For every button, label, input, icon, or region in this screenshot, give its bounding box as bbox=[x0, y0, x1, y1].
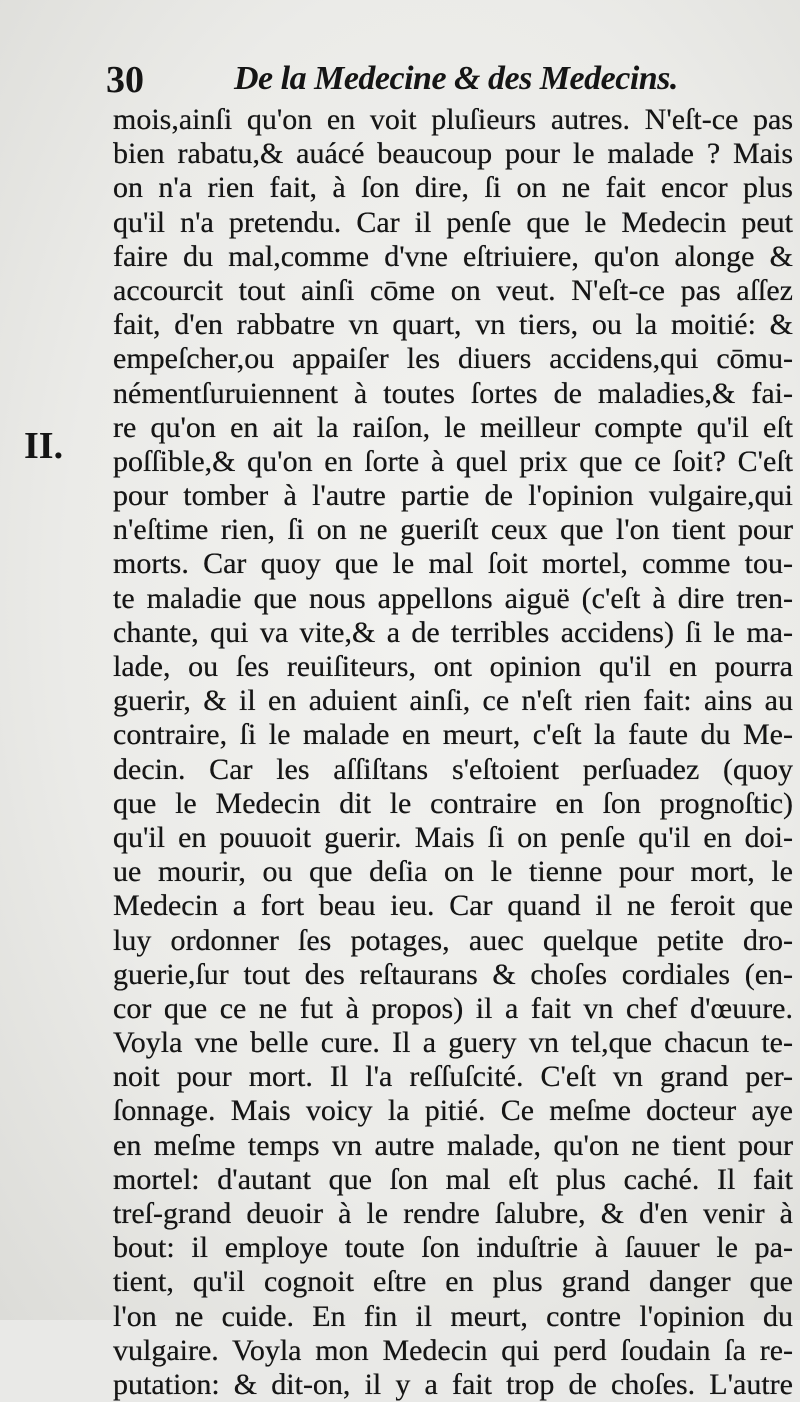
text-line: mois,ainſi qu'on en voit pluſieurs autres. N'eſt-ce pas bbox=[113, 103, 793, 136]
text-line: n'eſtime rien, ſi on ne gueriſt ceux que l'on tient pour bbox=[113, 513, 793, 547]
running-title: De la Medecine & des Medecins. bbox=[234, 60, 678, 97]
text-line: accourcit tout ainſi cōme on veut. N'eſt-ce pas aſſez bbox=[113, 273, 793, 307]
text-line: bout: il employe toute ſon induſtrie à ſauuer le pa- bbox=[113, 1231, 793, 1265]
text-line: vulgaire. Voyla mon Medecin qui perd ſoudain ſa re- bbox=[113, 1333, 793, 1367]
text-line: Voyla vne belle cure. Il a guery vn tel,que chacun te- bbox=[113, 1026, 793, 1060]
text-line: en meſme temps vn autre malade, qu'on ne tient pour bbox=[113, 1128, 793, 1162]
page-header bbox=[106, 56, 678, 106]
text-line: ue mourir, ou que deſia on le tienne pour mort, le bbox=[113, 855, 793, 889]
text-line: qu'il en pouuoit guerir. Mais ſi on penſe qu'il en doi- bbox=[113, 820, 793, 854]
page-number: 30 bbox=[106, 59, 144, 101]
text-line: empeſcher,ou appaiſer les diuers accidens,qui cōmu- bbox=[113, 342, 793, 376]
text-line: chante, qui va vite,& a de terribles accidens) ſi le ma- bbox=[113, 615, 793, 649]
body-text bbox=[113, 103, 793, 1402]
text-line: ſonnage. Mais voicy la pitié. Ce meſme docteur aye bbox=[113, 1094, 793, 1128]
text-line: qu'il n'a pretendu. Car il penſe que le Medecin peut bbox=[113, 205, 793, 239]
text-line: fait, d'en rabbatre vn quart, vn tiers, ou la moitié: & bbox=[113, 308, 793, 342]
text-line: guerie,ſur tout des reſtaurans & choſes cordiales (en- bbox=[113, 957, 793, 991]
text-line: mortel: d'autant que ſon mal eſt plus caché. Il fait bbox=[113, 1162, 793, 1196]
text-line: noit pour mort. Il l'a reſſuſcité. C'eſt vn grand per- bbox=[113, 1060, 793, 1094]
text-line: luy ordonner ſes potages, auec quelque petite dro- bbox=[113, 923, 793, 957]
text-line: treſ-grand deuoir à le rendre ſalubre, & d'en venir à bbox=[113, 1197, 793, 1230]
text-line: némentſuruiennent à toutes ſortes de maladies,& fai- bbox=[113, 376, 793, 410]
text-line: putation: & dit-on, il y a fait trop de choſes. L'autre bbox=[113, 1367, 793, 1401]
text-line: lade, ou ſes reuiſiteurs, ont opinion qu'il en pourra bbox=[113, 650, 793, 683]
margin-section-number: II. bbox=[24, 425, 64, 467]
text-line: Medecin a fort beau ieu. Car quand il ne feroit que bbox=[113, 889, 793, 923]
text-line: bien rabatu,& auácé beaucoup pour le malade ? Mais bbox=[113, 137, 793, 171]
text-line: contraire, ſi le malade en meurt, c'eſt la faute du Me- bbox=[113, 718, 793, 752]
text-line: re qu'on en ait la raiſon, le meilleur compte qu'il eſt bbox=[113, 410, 793, 444]
text-line: que le Medecin dit le contraire en ſon prognoſtic) bbox=[113, 786, 793, 820]
text-line: guerir, & il en aduient ainſi, ce n'eſt rien fait: ains au bbox=[113, 684, 793, 718]
text-line: l'on ne cuide. En fin il meurt, contre l'opinion du bbox=[113, 1299, 793, 1333]
text-line: decin. Car les aſſiſtans s'eſtoient perſuadez (quoy bbox=[113, 752, 793, 786]
text-line: tient, qu'il cognoit eſtre en plus grand danger que bbox=[113, 1265, 793, 1299]
text-line: te maladie que nous appellons aiguë (c'eſt à dire tren- bbox=[113, 581, 793, 615]
text-line: morts. Car quoy que le mal ſoit mortel, comme tou- bbox=[113, 547, 793, 581]
text-line: poſſible,& qu'on en ſorte à quel prix que ce ſoit? C'eſt bbox=[113, 444, 793, 478]
text-line: faire du mal,comme d'vne eſtriuiere, qu'on alonge & bbox=[113, 239, 793, 273]
text-line: pour tomber à l'autre partie de l'opinion vulgaire,qui bbox=[113, 479, 793, 513]
text-line: cor que ce ne fut à propos) il a fait vn chef d'œuure. bbox=[113, 991, 793, 1025]
text-line: on n'a rien fait, à ſon dire, ſi on ne fait encor plus bbox=[113, 171, 793, 205]
